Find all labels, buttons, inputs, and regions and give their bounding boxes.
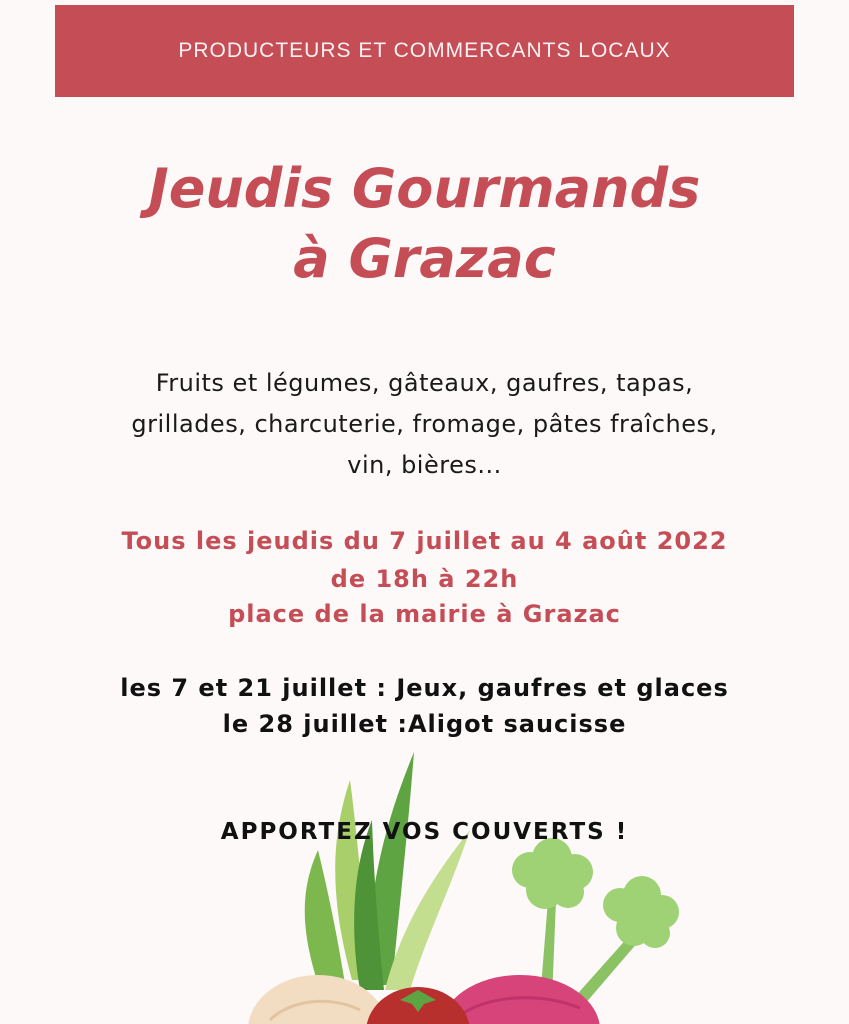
program-line-2: le 28 juillet :Aligot saucisse (222, 710, 627, 738)
tomato-icon (366, 987, 470, 1024)
program-line-1: les 7 et 21 juillet : Jeux, gaufres et glaces (120, 674, 729, 702)
products-line-3: vin, bières... (347, 451, 502, 479)
leek-leaves-icon (305, 752, 470, 990)
products-line-1: Fruits et légumes, gâteaux, gaufres, tapas, (155, 369, 694, 397)
event-place: place de la mairie à Grazac (228, 600, 621, 628)
products-line-2: grillades, charcuterie, fromage, pâtes fraîches, (131, 410, 718, 438)
event-dates: Tous les jeudis du 7 juillet au 4 août 2022 (121, 527, 728, 555)
title-line-2: à Grazac (293, 227, 556, 290)
banner-text: PRODUCTEURS ET COMMERCANTS LOCAUX (178, 39, 671, 62)
title-line-1: Jeudis Gourmands (148, 157, 701, 220)
call-to-action: APPORTEZ VOS COUVERTS ! (220, 819, 629, 845)
event-hours: de 18h à 22h (330, 565, 519, 593)
